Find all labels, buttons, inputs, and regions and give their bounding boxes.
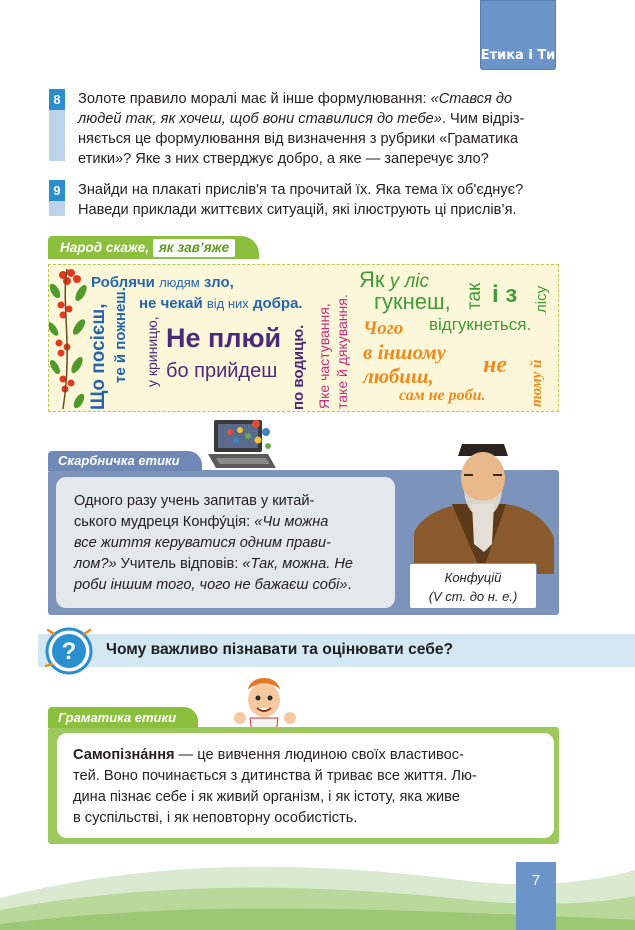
proverb-5-line-3a: любиш, bbox=[363, 364, 434, 388]
page-number: 7 bbox=[516, 862, 556, 930]
proverb-4-tak: так bbox=[464, 282, 485, 310]
task-number-badge: 8 bbox=[49, 89, 65, 161]
task-8-text: Золоте правило моралі має й інше формулювання: «Стався до людей так, як хочеш, щоб вони ставилися до тебе». Чим відріз- няється це формулювання від визначення з рубрики «Граматика етики»? Яке з них стверджує добро, а яке — заперечує зло? bbox=[78, 91, 525, 167]
proverb-1-vertical-b: те й пожнеш. bbox=[112, 287, 129, 383]
chapter-tab bbox=[480, 0, 556, 70]
treasury-text: Одного разу учень запитав у китай- ського мудреця Конфу́ція: «Чи можна все життя керуватися одним прави- лом?» Учитель відповів: «Так, можна. Не роби іншим того, чого не бажаєш собі». bbox=[74, 493, 353, 593]
chapter-tab-label: Етика і Ти bbox=[480, 48, 556, 63]
proverb-4-vidguk: відгукнеться. bbox=[429, 315, 532, 334]
task-number-badge: 9 bbox=[49, 180, 65, 216]
grammar-text: Самопізна́ння — це вивчення людиною своїх властивос- тей. Воно починається з дитинства й триває все життя. Лю- дина пізнає себе і як живий організм, і як істоту, яка живе в суспільстві, і як неповторну особистість. bbox=[73, 747, 477, 826]
boy-illustration bbox=[232, 672, 298, 734]
grammar-tab: Граматика етики bbox=[48, 707, 198, 728]
proverb-5-vertical: тому й bbox=[529, 359, 545, 407]
proverb-5-line-4: сам не роби. bbox=[399, 387, 486, 404]
proverb-4-i-z: і з bbox=[492, 281, 518, 308]
proverb-1-line-1: Роблячи людям зло, bbox=[91, 274, 234, 291]
proverb-1-line-2: не чекай від них добра. bbox=[139, 295, 303, 312]
portrait-caption: Конфуцій (V ст. до н. е.) bbox=[409, 563, 537, 609]
proverb-2-big: Не плюй bbox=[166, 323, 282, 353]
proverb-4-yak: Як у ліс bbox=[359, 267, 430, 292]
confucius-portrait bbox=[404, 434, 558, 574]
question-text: Чому важливо пізнавати та оцінювати себе? bbox=[106, 641, 454, 658]
proverb-2-vertical-a: у криницю, bbox=[144, 316, 160, 387]
task-9-text: Знайди на плакаті прислів'я та прочитай їх. Яка тема їх об'єднує? Наведи приклади життєвих ситуацій, які ілюструють ці прислів’я. bbox=[78, 182, 524, 218]
proverb-5-line-1: Чого bbox=[363, 318, 404, 339]
proverb-4-guknesh: гукнеш, bbox=[374, 289, 451, 314]
svg-text:?: ? bbox=[61, 638, 77, 665]
proverb-1-vertical-a: Що посієш, bbox=[88, 303, 109, 410]
task-9 bbox=[49, 180, 559, 220]
proverb-5-line-2: в іншому bbox=[363, 340, 447, 364]
proverbs-tab: Народ скаже, як зав’яже bbox=[48, 236, 259, 259]
task-8 bbox=[49, 89, 559, 169]
proverb-5-line-3b: не bbox=[483, 352, 507, 378]
social-bubbles-icon bbox=[248, 418, 274, 458]
question-mark-icon bbox=[42, 624, 96, 678]
proverbs-poster bbox=[48, 264, 559, 412]
proverb-3-vertical-b: таке й дякування. bbox=[334, 294, 350, 409]
proverb-2-vertical-b: по водицю. bbox=[290, 324, 307, 410]
proverb-3-vertical-a: Яке частування, bbox=[316, 303, 332, 409]
proverb-4-lisu: лісу bbox=[533, 285, 550, 313]
treasury-tab: Скарбничка етики bbox=[48, 451, 202, 471]
proverb-2-line-2: бо прийдеш bbox=[166, 360, 278, 382]
